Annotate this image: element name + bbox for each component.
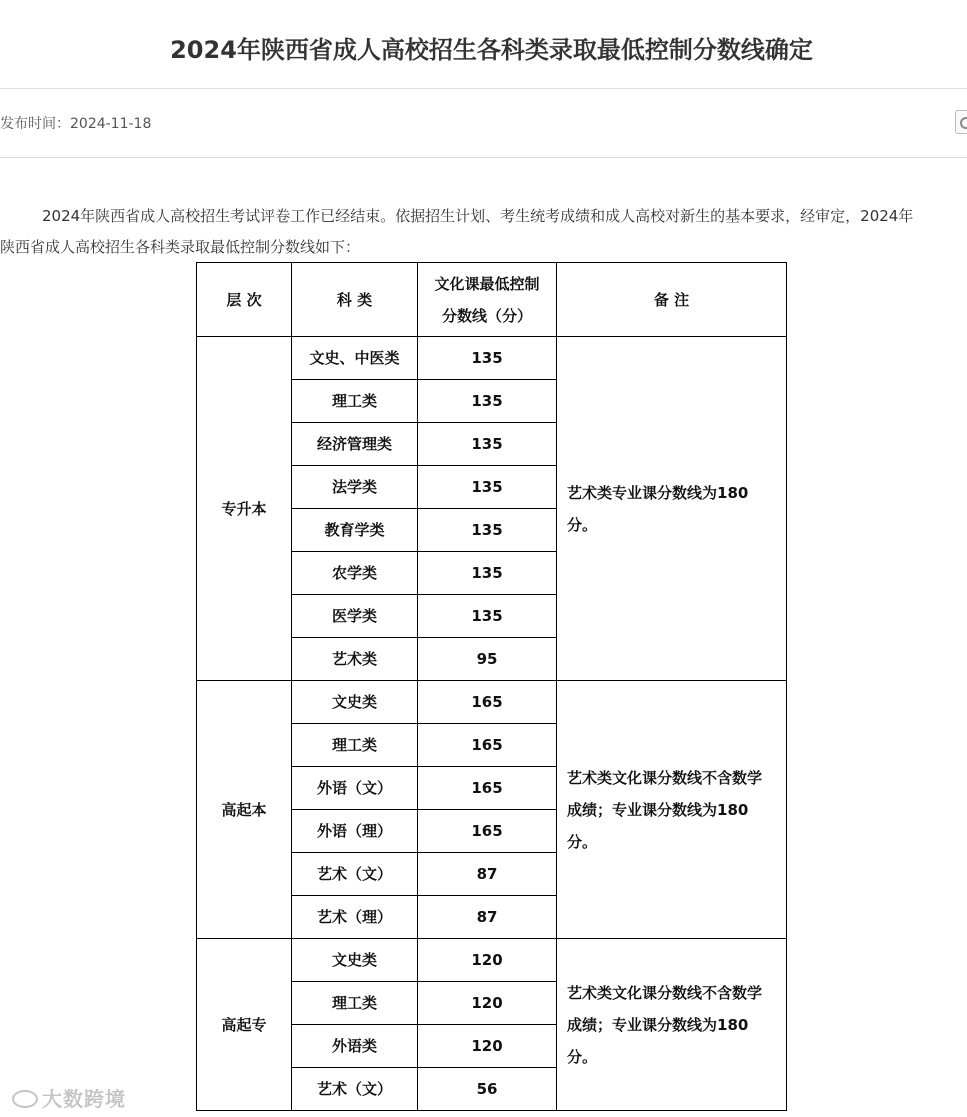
score-cell: 135 [418,380,557,423]
score-cell: 120 [418,939,557,982]
category-cell: 经济管理类 [292,423,418,466]
table-row [197,681,787,724]
header-score-line-2: 分数线（分） [441,306,532,325]
intro-paragraph [0,201,967,263]
score-cell: 135 [418,423,557,466]
score-cell: 165 [418,810,557,853]
score-cell: 165 [418,681,557,724]
category-cell: 外语（理） [292,810,418,853]
table-row [197,337,787,380]
note-line: 分。 [567,515,598,534]
score-table [196,262,787,1111]
category-cell: 农学类 [292,552,418,595]
score-cell: 135 [418,466,557,509]
score-cell: 165 [418,767,557,810]
level-cell: 高起本 [197,681,292,939]
score-cell: 135 [418,337,557,380]
category-cell: 理工类 [292,982,418,1025]
score-cell: 56 [418,1068,557,1111]
category-cell: 法学类 [292,466,418,509]
publish-date: 2024-11-18 [70,116,152,132]
header-score [418,263,557,337]
divider-bottom [0,157,967,158]
level-cell: 专升本 [197,337,292,681]
watermark-text: 大数跨境 [42,1087,126,1111]
article-title: 2024年陕西省成人高校招生各科类录取最低控制分数线确定 [170,36,813,65]
category-cell: 文史、中医类 [292,337,418,380]
category-cell: 文史类 [292,939,418,982]
header-level: 层 次 [197,263,292,337]
divider-top [0,88,967,89]
intro-line-2: 陕西省成人高校招生各科类录取最低控制分数线如下： [0,238,361,256]
category-cell: 外语类 [292,1025,418,1068]
category-cell: 理工类 [292,724,418,767]
score-cell: 120 [418,1025,557,1068]
table-row [197,939,787,982]
category-cell: 文史类 [292,681,418,724]
note-cell [557,681,787,939]
category-cell: 艺术（理） [292,896,418,939]
note-cell [557,337,787,681]
watermark [12,1086,126,1112]
score-cell: 87 [418,896,557,939]
score-cell: 95 [418,638,557,681]
category-cell: 艺术类 [292,638,418,681]
header-note: 备 注 [557,263,787,337]
watermark-logo-icon [12,1090,38,1108]
category-cell: 理工类 [292,380,418,423]
level-cell: 高起专 [197,939,292,1111]
note-line: 艺术类专业课分数线为180 [567,483,749,502]
header-category: 科 类 [292,263,418,337]
share-icon[interactable] [955,110,967,134]
score-cell: 135 [418,595,557,638]
note-line: 分。 [567,832,598,851]
score-cell: 165 [418,724,557,767]
score-cell: 120 [418,982,557,1025]
note-line: 成绩；专业课分数线为180 [567,800,749,819]
note-line: 艺术类文化课分数线不含数学 [567,983,763,1002]
header-score-line-1: 文化课最低控制 [434,274,540,293]
note-cell [557,939,787,1111]
note-line: 艺术类文化课分数线不含数学 [567,768,763,787]
score-cell: 87 [418,853,557,896]
category-cell: 艺术（文） [292,1068,418,1111]
intro-line-1: 2024年陕西省成人高校招生考试评卷工作已经结束。依据招生计划、考生统考成绩和成人高校对新生的基本要求，经审定，2024年 [42,207,914,225]
publish-label: 发布时间： [0,116,70,132]
category-cell: 外语（文） [292,767,418,810]
note-line: 成绩；专业课分数线为180 [567,1015,749,1034]
category-cell: 教育学类 [292,509,418,552]
note-line: 分。 [567,1047,598,1066]
category-cell: 医学类 [292,595,418,638]
table-header-row [197,263,787,337]
score-cell: 135 [418,509,557,552]
category-cell: 艺术（文） [292,853,418,896]
score-cell: 135 [418,552,557,595]
publish-info [0,112,151,136]
